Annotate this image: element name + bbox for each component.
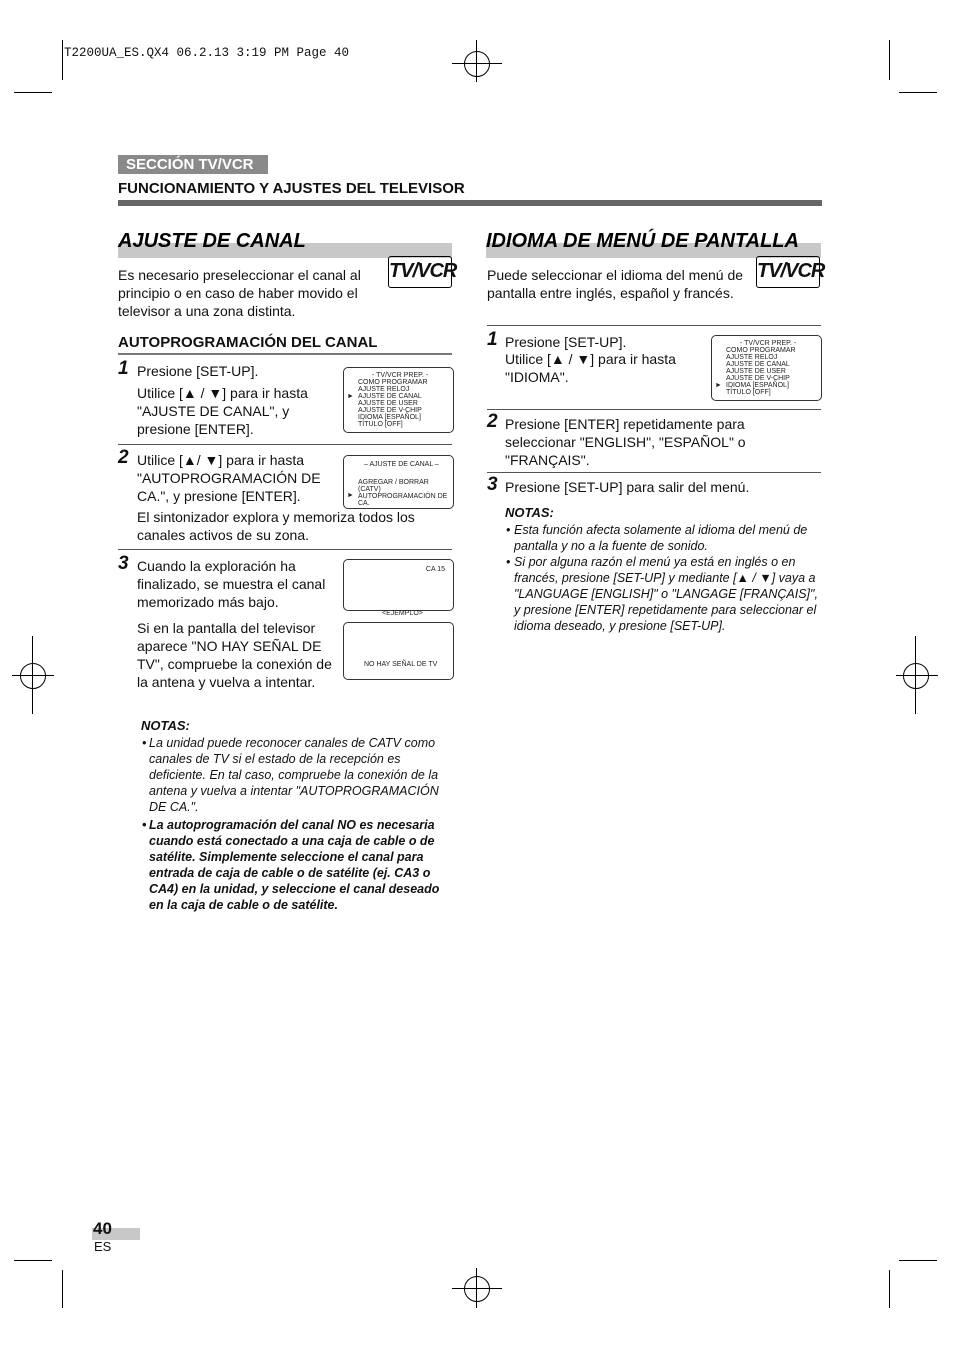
right-note-1: • Esta función afecta solamente al idioma del menú de pantalla y no a la fuente de sonido. <box>506 523 808 553</box>
crop-mark <box>14 92 52 93</box>
left-step1-b: Utilice [▲ / ▼] para ir hasta "AJUSTE DE CANAL", y presione [ENTER]. <box>137 385 308 437</box>
left-step2-b: El sintonizador explora y memoriza todos los canales activos de su zona. <box>137 509 415 543</box>
left-step3-b: Si en la pantalla del televisor aparece "NO HAY SEÑAL DE TV", compruebe la conexión de la antena y vuelva a intentar. <box>137 620 332 690</box>
subheading-rule <box>118 353 452 355</box>
step-number: 1 <box>487 329 498 350</box>
step-number: 3 <box>118 553 129 574</box>
left-title: AJUSTE DE CANAL <box>118 230 306 252</box>
step-divider <box>487 409 821 410</box>
crop-mark <box>62 40 63 80</box>
right-note-2: • Si por alguna razón el menú ya está en inglés o en francés, presione [SET-UP] y mediante [▲ / ▼] vaya a "LANGUAGE [ENGLISH]" o "LANGAGE [FRANÇAIS]", y presione [ENTER] repetidamente para seleccionar el idioma deseado, y presione [SET-UP]. <box>506 555 818 633</box>
left-step2-a: Utilice [▲/ ▼] para ir hasta "AUTOPROGRAMACIÓN DE CA.", y presione [ENTER]. <box>137 452 321 504</box>
step-number: 2 <box>118 447 129 468</box>
selection-arrow-icon: ► <box>347 492 354 499</box>
left-subheading: AUTOPROGRAMACIÓN DEL CANAL <box>118 334 378 351</box>
right-step2: Presione [ENTER] repetidamente para seleccionar "ENGLISH", "ESPAÑOL" o "FRANÇAIS". <box>505 416 746 468</box>
right-step1-a: Presione [SET-UP]. <box>505 334 627 350</box>
tv-vcr-badge: TV/VCR <box>756 256 820 288</box>
step-number: 3 <box>487 474 498 495</box>
crop-mark <box>899 1260 937 1261</box>
right-step3: Presione [SET-UP] para salir del menú. <box>505 479 750 495</box>
print-header: T2200UA_ES.QX4 06.2.13 3:19 PM Page 40 <box>64 46 350 60</box>
crop-mark <box>14 1260 52 1261</box>
tv-channel-screen: CA 15 <EJEMPLO> <box>343 559 454 611</box>
step-number: 1 <box>118 358 129 379</box>
step-divider <box>118 444 452 445</box>
left-intro: Es necesario preseleccionar el canal al principio o en caso de haber movido el televisor a una zona distinta. <box>118 267 361 319</box>
left-note-1: • La unidad puede reconocer canales de CATV como canales de TV si el estado de la recepción es deficiente. En tal caso, compruebe la conexión de la antena y vuelva a intentar "AUTOPROGRAMACIÓN DE CA.". <box>142 736 439 814</box>
tv-menu-screen: - TV/VCR PREP. - COMO PROGRAMAR AJUSTE RELOJ ► AJUSTE DE CANAL AJUSTE DE USER AJUSTE DE V-CHIP IDIOMA [ESPAÑOL] TÍTULO [OFF] <box>343 367 454 433</box>
step-number: 2 <box>487 411 498 432</box>
crop-mark <box>899 92 937 93</box>
left-step3-a: Cuando la exploración ha finalizado, se muestra el canal memorizado más bajo. <box>137 558 326 610</box>
crop-mark <box>62 1270 63 1308</box>
page-language: ES <box>94 1239 112 1254</box>
tv-vcr-badge: TV/VCR <box>388 256 452 288</box>
tv-menu-screen: – AJUSTE DE CANAL – AGREGAR / BORRAR (CATV) ► AUTOPROGRAMACIÓN DE CA. <box>343 455 454 509</box>
right-title: IDIOMA DE MENÚ DE PANTALLA <box>486 230 799 252</box>
crop-mark <box>889 1270 890 1308</box>
crop-mark <box>889 40 890 80</box>
notes-title: NOTAS: <box>505 505 554 520</box>
left-note-2: • La autoprogramación del canal NO es necesaria cuando está conectado a una caja de cable o de satélite. Simplemente seleccione el canal para entrada de caja de cable o de satélite (ej. CA3 o CA4) en la unidad, y seleccione el canal deseado en la caja de cable o de satélite. <box>142 818 440 912</box>
left-step1-a: Presione [SET-UP]. <box>137 363 259 379</box>
step-divider <box>487 325 821 326</box>
tv-menu-screen: - TV/VCR PREP. - COMO PROGRAMAR AJUSTE RELOJ AJUSTE DE CANAL AJUSTE DE USER AJUSTE DE V-CHIP ► IDIOMA [ESPAÑOL] TÍTULO [OFF] <box>711 335 822 401</box>
right-intro: Puede seleccionar el idioma del menú de pantalla entre inglés, español y francés. <box>487 267 744 301</box>
selection-arrow-icon: ► <box>347 393 354 400</box>
section-divider <box>118 200 822 206</box>
selection-arrow-icon: ► <box>715 382 722 389</box>
right-step1-b: Utilice [▲ / ▼] para ir hasta "IDIOMA". <box>505 351 676 385</box>
notes-title: NOTAS: <box>141 718 190 733</box>
tv-no-signal-screen: NO HAY SEÑAL DE TV <box>343 622 454 680</box>
section-subtitle: FUNCIONAMIENTO Y AJUSTES DEL TELEVISOR <box>118 180 465 197</box>
step-divider <box>118 549 452 550</box>
section-badge: SECCIÓN TV/VCR <box>118 155 268 174</box>
step-divider <box>487 472 821 473</box>
page-number: 40 <box>93 1219 112 1238</box>
